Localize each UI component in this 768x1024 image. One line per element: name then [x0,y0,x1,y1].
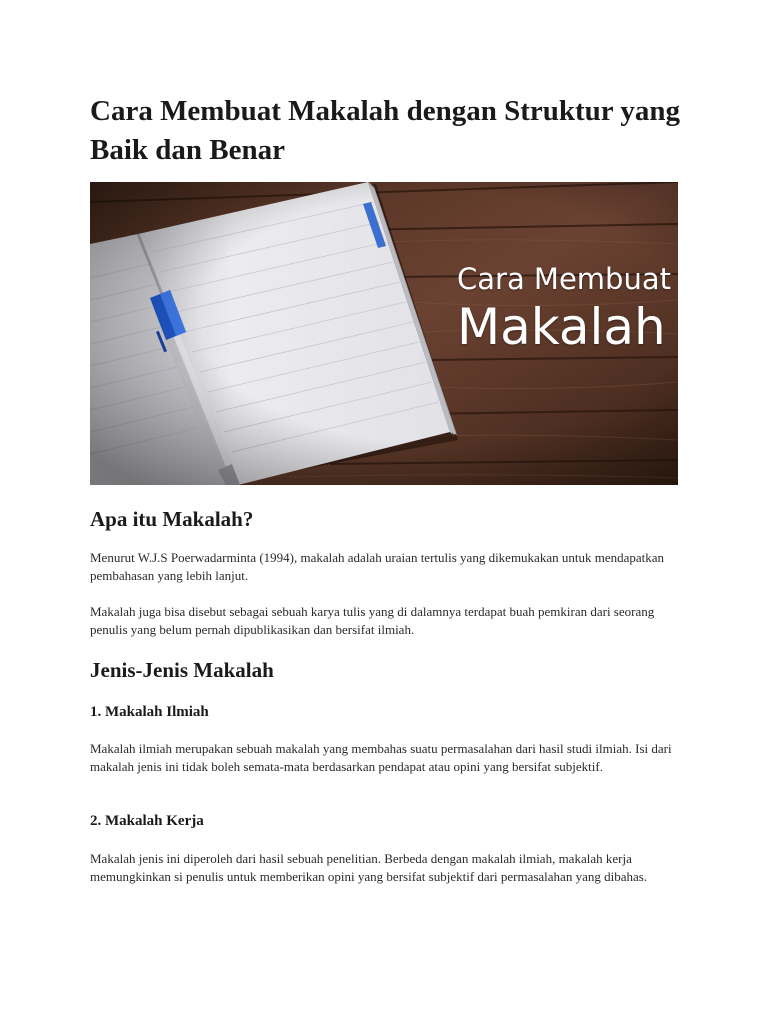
hero-image [90,182,678,485]
paragraph-definisi: Menurut W.J.S Poerwadarminta (1994), makalah adalah uraian tertulis yang dikemukakan untuk mendapatkan pembahasan yang lebih lanjut. [90,550,665,583]
subheading-makalah-kerja: 2. Makalah Kerja [90,813,204,829]
hero-caption-line2: Makalah [457,298,666,356]
hero-caption-line1: Cara Membuat [457,262,671,296]
paragraph-makalah-ilmiah: Makalah ilmiah merupakan sebuah makalah yang membahas suatu permasalahan dari hasil studi ilmiah. Isi dari makalah jenis ini tidak boleh semata-mata berdasarkan pendapat atau opini yang bersifat subjektif. [90,741,672,774]
article-title: Cara Membuat Makalah dengan Struktur yang Baik dan Benar [90,95,680,166]
subheading-makalah-ilmiah: 1. Makalah Ilmiah [90,704,209,720]
paragraph-makalah-kerja: Makalah jenis ini diperoleh dari hasil sebuah penelitian. Berbeda dengan makalah ilmiah, makalah kerja memungkinkan si penulis untuk memberikan opini yang bersifat subjektif dari permasalahan yang dibahas. [90,851,648,884]
paragraph-karya-tulis: Makalah juga bisa disebut sebagai sebuah karya tulis yang di dalamnya terdapat buah pemkiran dari seorang penulis yang belum pernah dipublikasikan dan bersifat ilmiah. [90,604,655,637]
heading-jenis-jenis-makalah: Jenis-Jenis Makalah [90,658,274,682]
heading-apa-itu-makalah: Apa itu Makalah? [90,507,254,531]
hero-caption [457,262,671,356]
